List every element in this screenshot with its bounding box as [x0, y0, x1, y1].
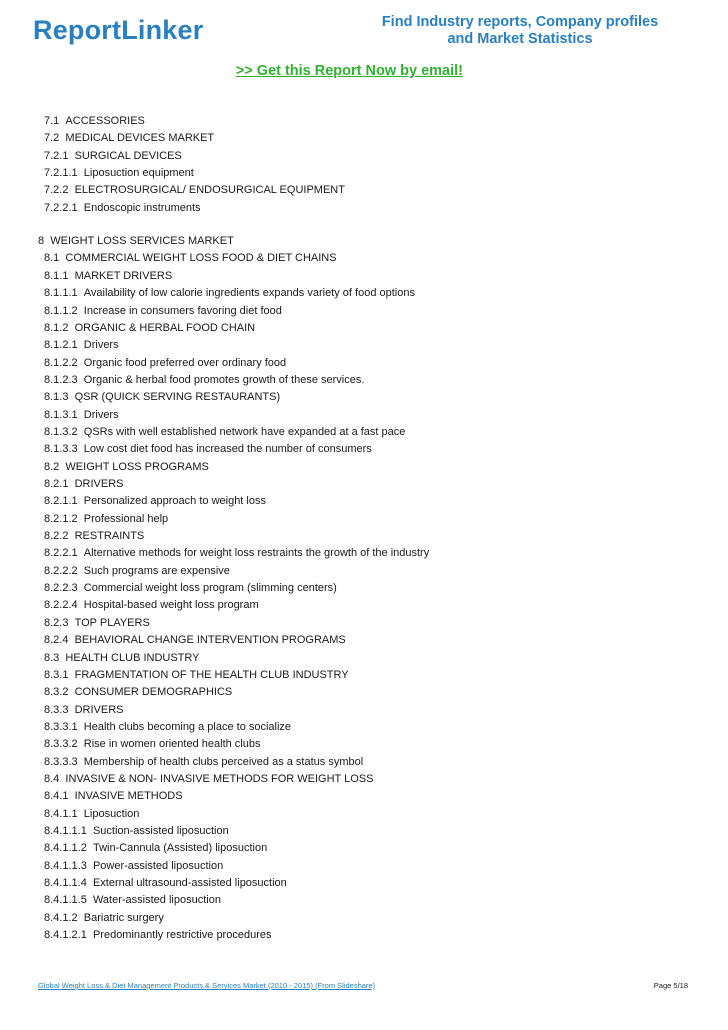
- toc-number: 7.1: [44, 115, 60, 127]
- toc-line: [44, 132, 214, 145]
- toc-line: [44, 202, 201, 215]
- toc-line: [44, 652, 199, 665]
- toc-text: TOP PLAYERS: [74, 616, 150, 629]
- tagline-line-1: Find Industry reports, Company profiles: [381, 14, 659, 30]
- toc-line: [44, 738, 260, 751]
- toc-line: [44, 825, 229, 838]
- toc-number: 8.2.2.2: [44, 564, 78, 577]
- toc-text: CONSUMER DEMOGRAPHICS: [74, 686, 233, 699]
- toc-line: [44, 634, 346, 647]
- toc-text: Alternative methods for weight loss restraints the growth of the industry: [83, 547, 430, 560]
- toc-text: DRIVERS: [74, 478, 124, 490]
- toc-text: Hospital-based weight loss program: [83, 599, 259, 612]
- toc-text: FRAGMENTATION OF THE HEALTH CLUB INDUSTRY: [74, 668, 349, 681]
- toc-line: [44, 530, 144, 543]
- toc-line: [44, 357, 286, 370]
- toc-number: 8.4.1.1.2: [44, 842, 87, 855]
- toc-text: COMMERCIAL WEIGHT LOSS FOOD & DIET CHAINS: [65, 252, 337, 265]
- toc-text: Twin-Cannula (Assisted) liposuction: [92, 842, 268, 855]
- toc-number: 8.4.1: [44, 790, 69, 803]
- toc-number: 8.3.3.2: [44, 738, 78, 751]
- toc-number: 8.1.3.3: [44, 443, 78, 456]
- toc-number: 8.3.3.1: [44, 720, 78, 733]
- toc-line: [44, 184, 345, 197]
- toc-number: 8.1.1: [44, 269, 69, 282]
- toc-line: [44, 599, 259, 612]
- toc-number: 8.4.1.1.1: [44, 825, 87, 837]
- toc-text: Organic food preferred over ordinary food: [83, 356, 287, 369]
- toc-line: [44, 565, 230, 578]
- toc-text: Availability of low calorie ingredients expands variety of food options: [83, 287, 415, 300]
- toc-line: [44, 721, 291, 734]
- toc-text: WEIGHT LOSS PROGRAMS: [65, 460, 209, 473]
- toc-line: [44, 547, 429, 560]
- toc-number: 8.4.1.1.4: [44, 877, 87, 890]
- toc-number: 8.2.1.1: [44, 495, 78, 508]
- toc-number: 8.1.3.1: [44, 408, 78, 421]
- toc-line: [44, 894, 221, 907]
- toc-text: ACCESSORIES: [65, 115, 145, 127]
- toc-number: 8.4: [44, 772, 60, 785]
- toc-number: 7.2.1: [44, 149, 69, 162]
- toc-line: [44, 270, 172, 283]
- toc-text: INVASIVE & NON- INVASIVE METHODS FOR WEIGHT LOSS: [65, 772, 374, 785]
- toc-number: 8.1.2.2: [44, 356, 78, 369]
- toc-number: 8.1.1.1: [44, 287, 78, 300]
- toc-line: [44, 842, 267, 855]
- toc-line: [44, 252, 337, 265]
- toc-number: 8.1: [44, 252, 60, 265]
- toc-number: 8.3: [44, 651, 60, 664]
- toc-number: 8.3.3.3: [44, 755, 78, 768]
- toc-line: [44, 669, 349, 682]
- toc-line: [44, 686, 232, 699]
- toc-text: Membership of health clubs perceived as a status symbol: [83, 755, 364, 768]
- toc-text: Predominantly restrictive procedures: [92, 929, 272, 942]
- toc-text: HEALTH CLUB INDUSTRY: [65, 651, 200, 664]
- toc-number: 7.2.2.1: [44, 201, 78, 214]
- toc-line: [44, 617, 150, 630]
- toc-number: 8.1.2.3: [44, 373, 78, 386]
- toc-number: 8.4.1.2: [44, 911, 78, 924]
- toc-line: [44, 790, 183, 803]
- toc-number: 8.2.1: [44, 478, 69, 490]
- toc-number: 8.2.2.1: [44, 547, 78, 560]
- toc-line: [44, 167, 194, 180]
- footer-page-number: Page 5/18: [653, 981, 688, 990]
- toc-number: 8.2.2: [44, 530, 69, 543]
- toc-number: 8.1.2.1: [44, 339, 78, 352]
- toc-number: 8.2.2.4: [44, 599, 78, 612]
- toc-text: Rise in women oriented health clubs: [83, 738, 261, 751]
- toc-text: Increase in consumers favoring diet food: [83, 304, 282, 317]
- tagline-line-2: and Market Statistics: [447, 31, 593, 47]
- toc-line: [44, 478, 124, 491]
- toc-text: External ultrasound-assisted liposuction: [92, 877, 287, 890]
- toc-line: [44, 150, 182, 163]
- toc-number: 8.2.2.3: [44, 582, 78, 595]
- toc-text: DRIVERS: [74, 703, 124, 716]
- toc-number: 8.3.2: [44, 686, 69, 699]
- toc-number: 8: [38, 235, 45, 248]
- toc-text: WEIGHT LOSS SERVICES MARKET: [50, 235, 234, 248]
- toc-line: [44, 322, 255, 335]
- toc-text: Personalized approach to weight loss: [83, 495, 266, 508]
- toc-line: [44, 287, 415, 300]
- toc-text: Water-assisted liposuction: [92, 894, 221, 907]
- toc-text: MARKET DRIVERS: [74, 269, 173, 282]
- toc-text: ORGANIC & HERBAL FOOD CHAIN: [74, 321, 256, 334]
- toc-text: Low cost diet food has increased the number of consumers: [83, 443, 372, 456]
- toc-text: Commercial weight loss program (slimming centers): [83, 582, 337, 595]
- toc-line: [44, 409, 119, 422]
- toc-line: [44, 391, 280, 404]
- toc-line: [38, 235, 234, 248]
- toc-number: 8.1.1.2: [44, 304, 78, 317]
- toc-line: [44, 582, 337, 595]
- toc-line: [44, 756, 363, 769]
- toc-number: 8.1.3: [44, 391, 69, 404]
- toc-text: Drivers: [83, 339, 119, 352]
- toc-text: Such programs are expensive: [83, 564, 230, 577]
- toc-text: QSRs with well established network have expanded at a fast pace: [83, 425, 406, 438]
- toc-line: [44, 860, 223, 873]
- toc-line: [44, 305, 282, 318]
- toc-line: [44, 773, 373, 786]
- toc-line: [44, 704, 124, 717]
- toc-number: 8.1.2: [44, 321, 69, 334]
- toc-text: Professional help: [83, 512, 169, 525]
- toc-number: 8.1.3.2: [44, 425, 78, 438]
- toc-number: 7.2.1.1: [44, 167, 78, 180]
- get-report-link[interactable]: >> Get this Report Now by email!: [235, 63, 463, 79]
- toc-number: 7.2: [44, 132, 60, 145]
- toc-line: [44, 115, 145, 128]
- reportlinker-logo[interactable]: ReportLinker: [33, 15, 204, 45]
- toc-text: RESTRAINTS: [74, 530, 145, 543]
- toc-number: 8.4.1.1: [44, 807, 78, 820]
- toc-text: Suction-assisted liposuction: [92, 825, 229, 837]
- toc-text: INVASIVE METHODS: [74, 790, 183, 803]
- toc-number: 8.3.3: [44, 703, 69, 716]
- toc-line: [44, 443, 372, 456]
- toc-text: Health clubs becoming a place to socialize: [83, 720, 292, 733]
- toc-text: Liposuction equipment: [83, 167, 194, 180]
- toc-text: ELECTROSURGICAL/ ENDOSURGICAL EQUIPMENT: [74, 184, 345, 197]
- toc-text: MEDICAL DEVICES MARKET: [65, 132, 215, 145]
- toc-line: [44, 426, 405, 439]
- toc-number: 8.2: [44, 460, 60, 473]
- toc-number: 8.2.4: [44, 634, 69, 647]
- header-tagline: [380, 14, 660, 48]
- toc-line: [44, 374, 364, 387]
- footer-report-title-link[interactable]: Global Weight Loss & Diet Management Products & Services Market (2010 - 2015) (From Slideshare): [38, 981, 376, 990]
- toc-text: Power-assisted liposuction: [92, 859, 224, 872]
- toc-text: BEHAVIORAL CHANGE INTERVENTION PROGRAMS: [74, 634, 346, 647]
- toc-number: 8.4.1.2.1: [44, 929, 87, 942]
- toc-number: 8.4.1.1.5: [44, 894, 87, 907]
- toc-text: Organic & herbal food promotes growth of these services.: [83, 373, 365, 386]
- toc-number: 8.4.1.1.3: [44, 859, 87, 872]
- toc-line: [44, 808, 139, 821]
- cta-container: [0, 62, 664, 80]
- toc-number: 8.2.3: [44, 616, 69, 629]
- toc-line: [44, 929, 271, 942]
- toc-text: QSR (QUICK SERVING RESTAURANTS): [74, 391, 281, 404]
- toc-number: 7.2.2: [44, 184, 69, 197]
- toc-number: 8.2.1.2: [44, 512, 78, 525]
- toc-text: Bariatric surgery: [83, 911, 164, 924]
- toc-line: [44, 495, 266, 508]
- toc-line: [44, 877, 287, 890]
- toc-text: Drivers: [83, 408, 119, 421]
- toc-line: [44, 339, 119, 352]
- toc-text: SURGICAL DEVICES: [74, 149, 182, 162]
- toc-line: [44, 461, 209, 474]
- toc-line: [44, 912, 164, 925]
- toc-line: [44, 513, 168, 526]
- toc-text: Liposuction: [83, 807, 140, 820]
- toc-text: Endoscopic instruments: [83, 201, 201, 214]
- toc-number: 8.3.1: [44, 668, 69, 681]
